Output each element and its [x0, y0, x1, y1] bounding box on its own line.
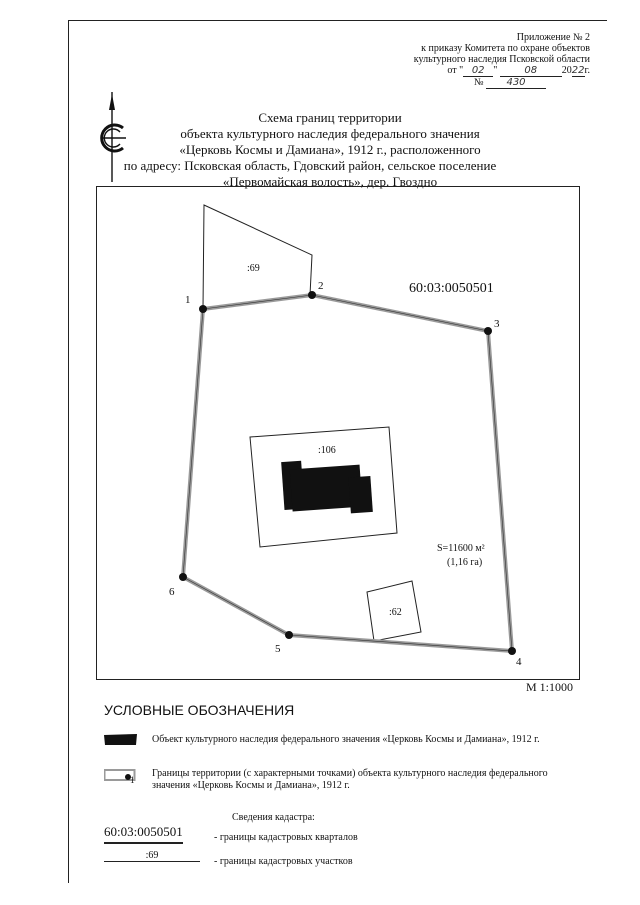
- parcel-69-label: :69: [247, 263, 260, 274]
- legend-parcel-example: :69: [104, 850, 200, 862]
- legend-parcel-desc: - границы кадастровых участков: [214, 856, 353, 867]
- document-title: [123, 110, 530, 190]
- title-line-3: «Церковь Космы и Дамиана», 1912 г., расположенного: [179, 142, 481, 157]
- date-month: 08: [500, 65, 562, 77]
- church-footprint: [281, 456, 373, 518]
- point-label-3: 3: [494, 318, 500, 330]
- appendix-date: от " 02 " 08 2022г.: [447, 65, 590, 76]
- appendix-number: № 430: [414, 77, 546, 89]
- date-year: 22: [571, 65, 585, 76]
- point-label-2: 2: [318, 280, 324, 292]
- legend-title: УСЛОВНЫЕ ОБОЗНАЧЕНИЯ: [104, 702, 295, 718]
- legend-quarter-example: 60:03:0050501: [104, 824, 183, 844]
- cadastral-quarter-label: 60:03:0050501: [409, 281, 494, 296]
- point-label-6: 6: [169, 586, 175, 598]
- appendix-block: [414, 32, 590, 89]
- boundary-point-5: [285, 631, 293, 639]
- appendix-line-2: к приказу Комитета по охране объектов: [421, 43, 590, 54]
- appendix-line-1: Приложение № 2: [516, 32, 590, 43]
- legend-quarter-desc: - границы кадастровых кварталов: [214, 832, 358, 843]
- boundary-point-6: [179, 573, 187, 581]
- date-day: 02: [463, 65, 493, 77]
- point-label-5: 5: [275, 643, 281, 655]
- boundary-symbol-point-label: 1: [130, 775, 135, 784]
- map-drawing: [97, 187, 579, 679]
- boundary-point-4: [508, 647, 516, 655]
- legend-boundary: Границы территории (с характерными точками) объекта культурного наследия федерального значения «Церковь Космы и Дамиана», 1912 г.: [152, 768, 548, 791]
- cadastre-heading: Сведения кадастра:: [232, 812, 315, 823]
- map-scale: М 1:1000: [526, 680, 574, 694]
- parcel-106-label: :106: [318, 445, 336, 456]
- title-line-5: «Первомайская волость», дер. Гвоздно: [222, 174, 438, 189]
- title-line-2: объекта культурного наследия федерального значения: [180, 126, 480, 141]
- boundary-symbol: [104, 764, 144, 789]
- point-label-1: 1: [185, 294, 191, 306]
- parcel-69-outline: [203, 205, 312, 309]
- legend-heritage-object: Объект культурного наследия федерального значения «Церковь Космы и Дамиана», 1912 г.: [152, 734, 540, 745]
- north-arrow-icon: [92, 92, 132, 197]
- area-value: S=11600 м²: [437, 543, 485, 554]
- title-line-1: Схема границ территории: [258, 110, 402, 125]
- parcel-62-label: :62: [389, 607, 402, 618]
- boundary-point-1: [199, 305, 207, 313]
- boundary-map: [96, 186, 580, 680]
- heritage-object-symbol: [104, 733, 138, 751]
- order-number: 430: [486, 77, 546, 89]
- boundary-point-3: [484, 327, 492, 335]
- title-line-4: по адресу: Псковская область, Гдовский район, сельское поселение: [123, 158, 497, 173]
- appendix-line-3: культурного наследия Псковской области: [413, 54, 590, 65]
- point-label-4: 4: [516, 656, 522, 668]
- boundary-point-2: [308, 291, 316, 299]
- area-hectares: (1,16 га): [447, 557, 483, 568]
